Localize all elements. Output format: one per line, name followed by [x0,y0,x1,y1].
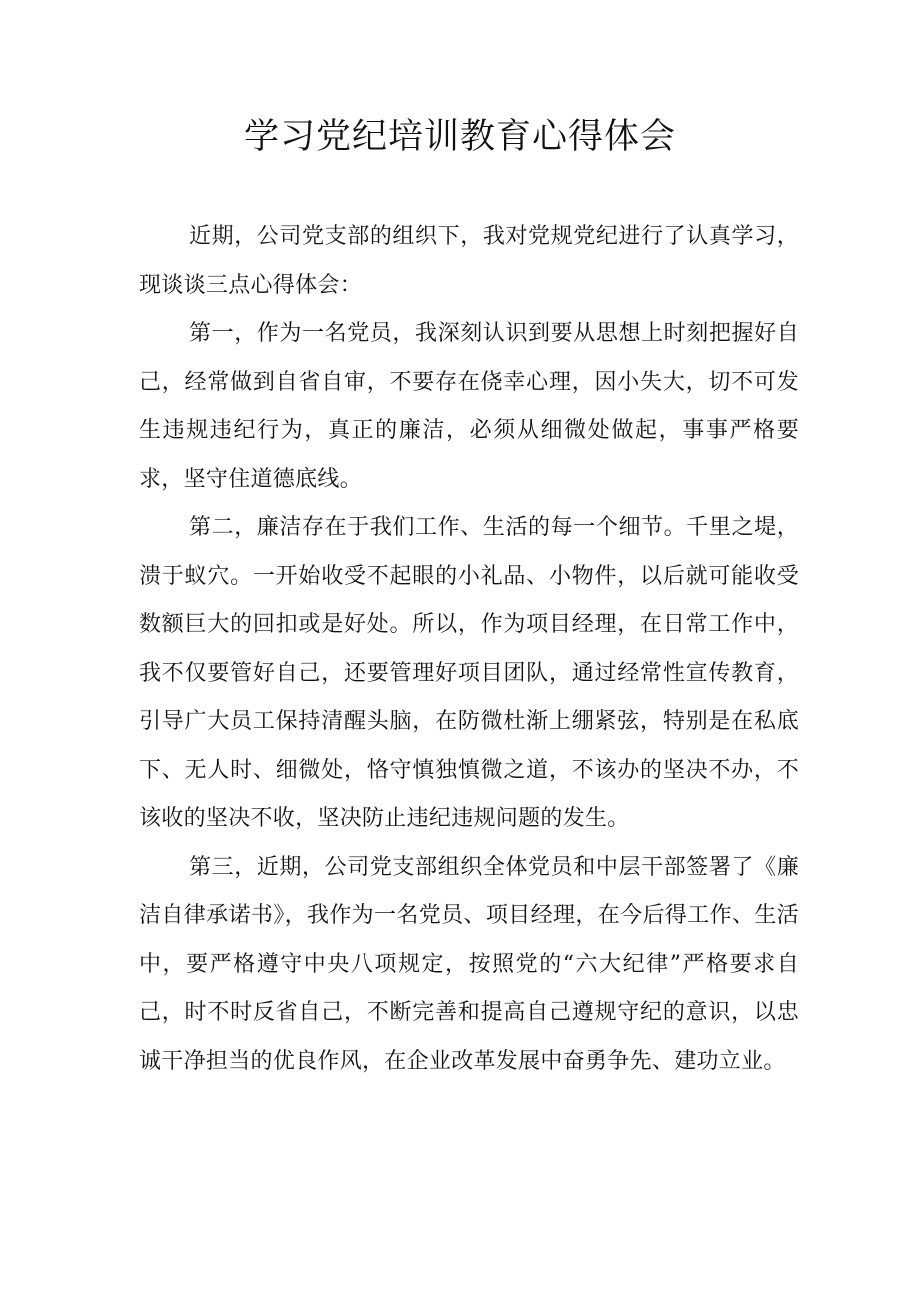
document-title: 学习党纪培训教育心得体会 [243,117,676,157]
paragraph-first-point: 第一，作为一名党员，我深刻认识到要从思想上时刻把握好自己，经常做到自省自审，不要存在侥幸心理，因小失大，切不可发生违规违纪行为，真正的廉洁，必须从细微处做起，事事严格要求，坚守住道德底线。 [139,321,799,492]
paragraph-intro: 近期，公司党支部的组织下，我对党规党纪进行了认真学习，现谈谈三点心得体会： [139,224,799,298]
paragraph-second-point: 第二，廉洁存在于我们工作、生活的每一个细节。千里之堤，溃于蚁穴。一开始收受不起眼的小礼品、小物件，以后就可能收受数额巨大的回扣或是好处。所以，作为项目经理，在日常工作中，我不仅要管好自己，还要管理好项目团队，通过经常性宣传教育，引导广大员工保持清醒头脑，在防微杜渐上绷紧弦，特别是在私底下、无人时、细微处，恪守慎独慎微之道，不该办的坚决不办，不该收的坚决不收，坚决防止违纪违规问题的发生。 [139,515,799,831]
document-body [139,213,799,1086]
paragraph-third-point: 第三，近期，公司党支部组织全体党员和中层干部签署了《廉洁自律承诺书》，我作为一名党员、项目经理，在今后得工作、生活中，要严格遵守中央八项规定，按照党的“六大纪律”严格要求自己，时不时反省自己，不断完善和提高自己遵规守纪的意识，以忠诚干净担当的优良作风，在企业改革发展中奋勇争先、建功立业。 [139,854,799,1074]
